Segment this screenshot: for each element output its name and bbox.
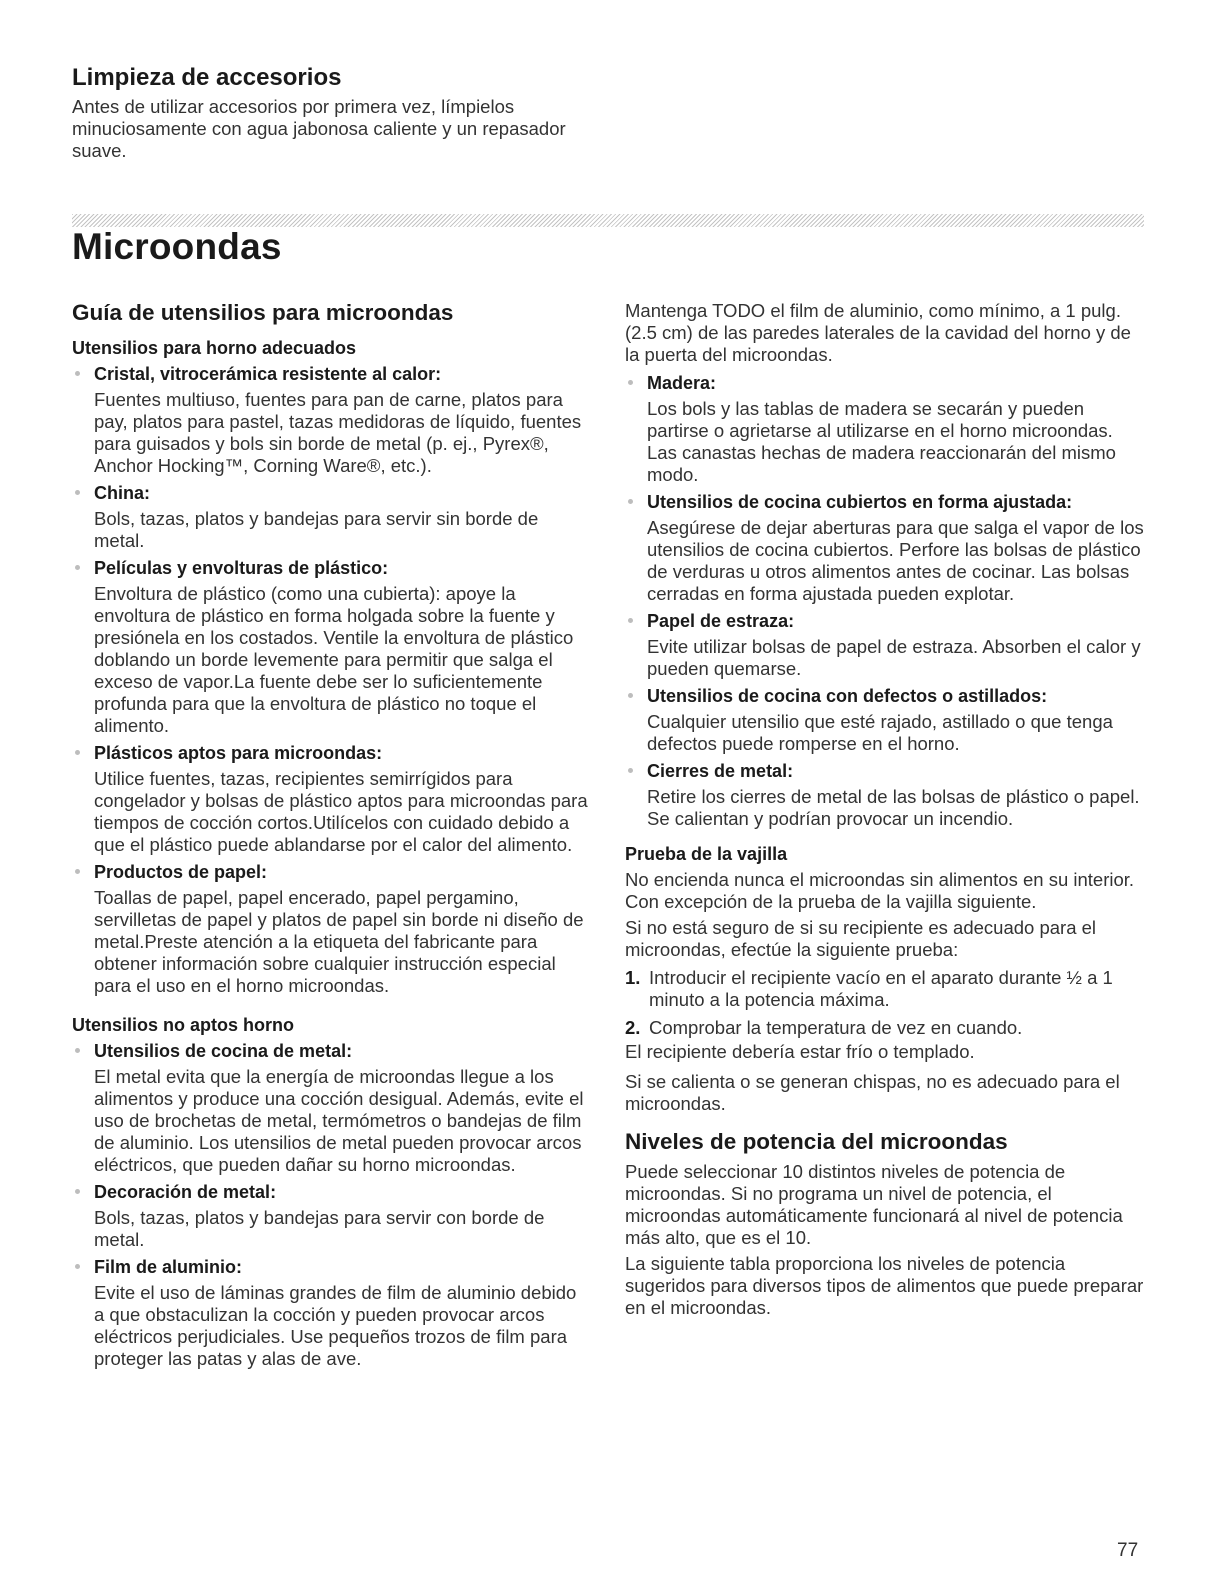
step-number: 1. bbox=[625, 967, 641, 988]
suitable-heading: Utensilios para horno adecuados bbox=[72, 338, 357, 358]
item-title: Utensilios de cocina con defectos o astillados: bbox=[647, 686, 1048, 706]
item-body: Envoltura de plástico (como una cubierta): apoye la envoltura de plástico en forma holgada sobre la fuente y presiónela en los costados. Ventile la envoltura de plástico doblando un borde levemente para permitir que salga el exceso de vapor.La fuente debe ser lo suficientemente profunda para que la envoltura de plástico no toque el alimento. bbox=[94, 583, 574, 736]
list-item bbox=[625, 372, 1145, 486]
page-number: 77 bbox=[1117, 1540, 1139, 1561]
bullet-icon bbox=[75, 371, 80, 376]
bullet-icon bbox=[75, 565, 80, 570]
bullet-icon bbox=[75, 750, 80, 755]
bullet-icon bbox=[75, 1189, 80, 1194]
list-item bbox=[72, 363, 590, 477]
bullet-icon bbox=[75, 490, 80, 495]
guide-title: Guía de utensilios para microondas bbox=[72, 300, 454, 325]
item-title: Productos de papel: bbox=[94, 862, 268, 882]
list-item bbox=[72, 861, 590, 997]
left-column bbox=[72, 300, 590, 1375]
item-title: Decoración de metal: bbox=[94, 1182, 277, 1202]
accessory-cleaning-title: Limpieza de accesorios bbox=[72, 64, 342, 91]
item-body: Bols, tazas, platos y bandejas para servir con borde de metal. bbox=[94, 1207, 545, 1250]
list-item bbox=[625, 685, 1145, 755]
item-title: Utensilios de cocina de metal: bbox=[94, 1041, 353, 1061]
list-item bbox=[72, 1040, 590, 1176]
bullet-icon bbox=[628, 768, 633, 773]
list-item bbox=[72, 557, 590, 737]
dish-test-result: El recipiente debería estar frío o templado. bbox=[625, 1041, 975, 1062]
bullet-icon bbox=[628, 499, 633, 504]
right-column bbox=[625, 300, 1145, 1323]
item-body: Los bols y las tablas de madera se secarán y pueden partirse o agrietarse al utilizarse en el horno microondas. Las canastas hechas de madera reaccionarán del mismo modo. bbox=[647, 398, 1116, 485]
step-item bbox=[625, 967, 1145, 1011]
item-title: Utensilios de cocina cubiertos en forma ajustada: bbox=[647, 492, 1073, 512]
bullet-icon bbox=[75, 1048, 80, 1053]
dish-test-warning: Si se calienta o se generan chispas, no es adecuado para el microondas. bbox=[625, 1071, 1120, 1114]
step-text: Introducir el recipiente vacío en el aparato durante ½ a 1 minuto a la potencia máxima. bbox=[649, 967, 1113, 1010]
item-body: Cualquier utensilio que esté rajado, astillado o que tenga defectos puede romperse en el horno. bbox=[647, 711, 1113, 754]
step-text: Comprobar la temperatura de vez en cuando. bbox=[649, 1017, 1023, 1038]
step-item bbox=[625, 1017, 1145, 1039]
step-number: 2. bbox=[625, 1017, 641, 1038]
item-body: Evite el uso de láminas grandes de film de aluminio debido a que obstaculizan la cocción y pueden provocar arcos eléctricos perjudiciales. Use pequeños trozos de film para proteger las patas y alas de ave. bbox=[94, 1282, 577, 1369]
item-body: Utilice fuentes, tazas, recipientes semirrígidos para congelador y bolsas de plástico aptos para microondas para tiempos de cocción cortos.Utilícelos con cuidado debido a que el plástico puede ablandarse por el calor del alimento. bbox=[94, 768, 588, 855]
list-item bbox=[72, 742, 590, 856]
item-title: Plásticos aptos para microondas: bbox=[94, 743, 383, 763]
item-body: El metal evita que la energía de microondas llegue a los alimentos y produce una cocción desigual. Además, evite el uso de brochetas de metal, termómetros o bandejas de film de aluminio. Los utensilios de metal pueden provocar arcos eléctricos, que pueden dañar su horno microondas. bbox=[94, 1066, 584, 1175]
item-body: Bols, tazas, platos y bandejas para servir sin borde de metal. bbox=[94, 508, 539, 551]
bullet-icon bbox=[75, 869, 80, 874]
item-body: Evite utilizar bolsas de papel de estraza. Absorben el calor y pueden quemarse. bbox=[647, 636, 1141, 679]
list-item bbox=[625, 610, 1145, 680]
accessory-cleaning-text: Antes de utilizar accesorios por primera vez, límpielos minuciosamente con agua jabonosa caliente y un repasador suave. bbox=[72, 96, 566, 161]
accessory-cleaning-section bbox=[72, 64, 592, 162]
power-levels-text: Puede seleccionar 10 distintos niveles de potencia de microondas. Si no programa un nivel de potencia, el microondas automáticamente funcionará al nivel de potencia más alto, que es el 10. bbox=[625, 1161, 1123, 1248]
item-body: Fuentes multiuso, fuentes para pan de carne, platos para pay, platos para pastel, tazas medidoras de líquido, fuentes para guisados y bols sin borde de metal (p. ej., Pyrex®, Anchor Hocking™, Corning Ware®, etc.). bbox=[94, 389, 582, 476]
bullet-icon bbox=[628, 693, 633, 698]
power-levels-table-intro: La siguiente tabla proporciona los niveles de potencia sugeridos para diversos tipos de alimentos que puede preparar en el microondas. bbox=[625, 1253, 1144, 1318]
item-body: Retire los cierres de metal de las bolsas de plástico o papel. Se calientan y podrían provocar un incendio. bbox=[647, 786, 1140, 829]
bullet-icon bbox=[628, 380, 633, 385]
item-body: Toallas de papel, papel encerado, papel pergamino, servilletas de papel y platos de papel sin borde ni diseño de metal.Preste atención a la etiqueta del fabricante para obtener información sobre cualquier instrucción especial para el uso en el horno microondas. bbox=[94, 887, 584, 996]
list-item bbox=[625, 760, 1145, 830]
aluminum-continuation: Mantenga TODO el film de aluminio, como mínimo, a 1 pulg. (2.5 cm) de las paredes laterales de la cavidad del horno y de la puerta del microondas. bbox=[625, 300, 1131, 365]
item-title: Cristal, vitrocerámica resistente al calor: bbox=[94, 364, 442, 384]
list-item bbox=[72, 1181, 590, 1251]
item-title: Madera: bbox=[647, 373, 717, 393]
section-title: Microondas bbox=[72, 226, 282, 267]
bullet-icon bbox=[628, 618, 633, 623]
item-title: Cierres de metal: bbox=[647, 761, 794, 781]
bullet-icon bbox=[75, 1264, 80, 1269]
list-item bbox=[72, 1256, 590, 1370]
item-title: Film de aluminio: bbox=[94, 1257, 243, 1277]
item-title: Papel de estraza: bbox=[647, 611, 795, 631]
dish-test-intro: No encienda nunca el microondas sin alimentos en su interior. Con excepción de la prueba de la vajilla siguiente. bbox=[625, 869, 1135, 912]
power-levels-title: Niveles de potencia del microondas bbox=[625, 1129, 1008, 1154]
dish-test-instructions: Si no está seguro de si su recipiente es adecuado para el microondas, efectúe la siguiente prueba: bbox=[625, 917, 1097, 960]
item-title: China: bbox=[94, 483, 150, 503]
dish-test-heading: Prueba de la vajilla bbox=[625, 844, 788, 864]
list-item bbox=[72, 482, 590, 552]
unsuitable-heading: Utensilios no aptos horno bbox=[72, 1015, 295, 1035]
item-body: Asegúrese de dejar aberturas para que salga el vapor de los utensilios de cocina cubiertos. Perfore las bolsas de plástico de verduras u otros alimentos antes de cocinar. Las bolsas cerradas en forma ajustada pueden explotar. bbox=[647, 517, 1144, 604]
item-title: Películas y envolturas de plástico: bbox=[94, 558, 389, 578]
list-item bbox=[625, 491, 1145, 605]
